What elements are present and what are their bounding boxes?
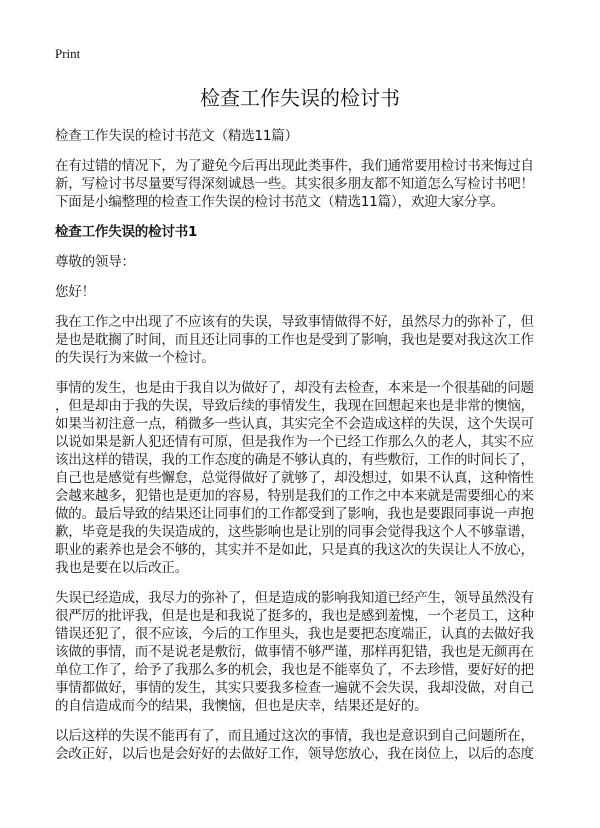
print-link[interactable]: Print xyxy=(55,46,81,61)
salutation: 尊敬的领导： xyxy=(55,254,135,270)
text-line: 会越来越多，犯错也是更加的容易，特别是我们的工作之中本来就是需要细心的来 xyxy=(55,488,534,504)
section-heading: 检查工作失误的检讨书1 xyxy=(55,224,198,240)
text-line: 自己也是感觉有些懈怠，总觉得做好了就够了，却没想过，如果不认真，这种惰性 xyxy=(55,470,534,486)
body-paragraph xyxy=(55,589,555,715)
text-line: 的自信造成而今的结果，我懊恼，但也是庆幸，结果还是好的。 xyxy=(55,698,428,714)
text-line: 失误已经造成，我尽力的弥补了，但是造成的影响我知道已经产生，领导虽然没有 xyxy=(55,590,534,606)
body-paragraph xyxy=(55,379,555,577)
text-line: ，但是却由于我的失误，导致后续的事情发生，我现在回想起来也是非常的懊恼， xyxy=(55,398,534,414)
text-line: 的失误行为来做一个检讨。 xyxy=(55,350,215,366)
text-line: 如果当初注意一点，稍微多一些认真，其实完全不会造成这样的失误，这个失误可 xyxy=(55,416,534,432)
document-page xyxy=(55,46,555,775)
subtitle: 检查工作失误的检讨书范文（精选11篇） xyxy=(55,128,298,144)
text-line: 我也是要在以后改正。 xyxy=(55,560,188,576)
text-line: 错误还犯了，很不应该，今后的工作里头，我也是要把态度端正，认真的去做好我 xyxy=(55,626,534,642)
text-line: 歉，毕竟是我的失误造成的，这些影响也是让别的同事会觉得我这个人不够靠谱， xyxy=(55,524,534,540)
text-line: 以后这样的失误不能再有了，而且通过这次的事情，我也是意识到自己问题所在， xyxy=(55,728,534,744)
text-line: 很严厉的批评我，但是也是和我说了挺多的，我也是感到羞愧，一个老员工，这种 xyxy=(55,608,534,624)
text-line: 事情的发生，也是由于我自以为做好了，却没有去检查，本来是一个很基础的问题 xyxy=(55,380,534,396)
document-title: 检查工作失误的检讨书 xyxy=(200,86,400,110)
text-line: 做的。最后导致的结果还让同事们的工作都受到了影响，我也是要跟同事说一声抱 xyxy=(55,506,534,522)
text-line: 该做的事情，而不是说老是敷衍，做事情不够严谨，那样再犯错，我也是无颜再在 xyxy=(55,644,534,660)
text-line: 职业的素养也是会不够的，其实并不是如此，只是真的我这次的失误让人不放心， xyxy=(55,542,534,558)
body-paragraph xyxy=(55,727,555,763)
text-line: 以说如果是新人犯还情有可原，但是我作为一个已经工作那么久的老人，其实不应 xyxy=(55,434,534,450)
intro-paragraph xyxy=(55,157,555,211)
text-line: 会改正好，以后也是会好好的去做好工作，领导您放心，我在岗位上，以后的态度 xyxy=(55,746,534,762)
body-paragraphs xyxy=(55,313,555,763)
text-line: 新，写检讨书尽量要写得深刻诚恳一些。其实很多朋友都不知道怎么写检讨书吧！ xyxy=(55,176,534,192)
text-line: 我在工作之中出现了不应该有的失误，导致事情做得不好，虽然尽力的弥补了，但 xyxy=(55,314,534,330)
text-line: 该出这样的错误，我的工作态度的确是不够认真的，有些敷衍，工作的时间长了， xyxy=(55,452,534,468)
text-line: 在有过错的情况下，为了避免今后再出现此类事件，我们通常要用检讨书来悔过自 xyxy=(55,158,534,174)
text-line: 是也是耽搁了时间，而且还让同事的工作也是受到了影响，我也是要对我这次工作 xyxy=(55,332,534,348)
greeting: 您好！ xyxy=(55,284,95,300)
text-line: 下面是小编整理的检查工作失误的检讨书范文（精选11篇），欢迎大家分享。 xyxy=(55,194,504,210)
text-line: 事情都做好，事情的发生，其实只要我多检查一遍就不会失误，我却没做，对自己 xyxy=(55,680,534,696)
body-paragraph xyxy=(55,313,555,367)
text-line: 单位工作了，给予了我那么多的机会，我也是不能辜负了，不去珍惜，要好好的把 xyxy=(55,662,534,678)
